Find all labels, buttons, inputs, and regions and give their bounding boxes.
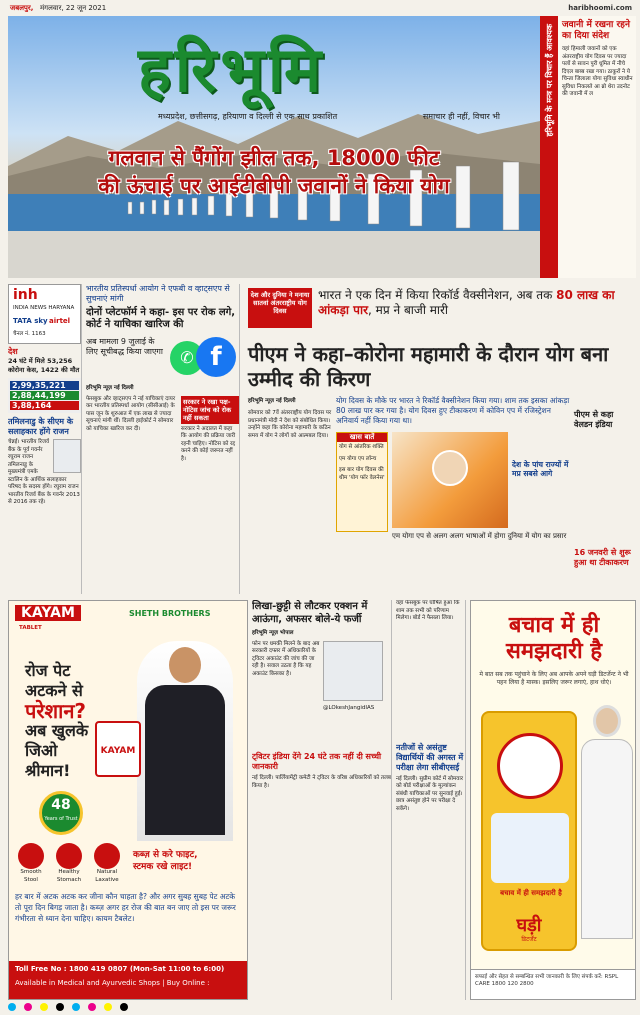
ghadi-ad <box>470 600 636 1000</box>
yoga-badge: देश और दुनिया ने मनाया सातवां अंतरराष्ट्रीय योग दिवस <box>248 288 312 328</box>
twitter-story <box>252 600 392 1000</box>
stat-total: 2,99,35,221 <box>10 381 79 390</box>
clock-icon <box>497 733 563 799</box>
ad-slogan: कब्ज़ से करे फाइट, स्टमक रखे लाइट! <box>133 850 198 872</box>
kayam-ad <box>8 600 248 1000</box>
print-registration-bar <box>8 1003 636 1011</box>
ad-model <box>137 641 233 841</box>
facebook-story <box>86 284 240 594</box>
fb-box-headline: सरकार ने रखा पक्ष- नोटिस जांच को रोक नहीं सकता <box>181 396 239 424</box>
inh-logo: inh <box>13 287 38 303</box>
exam-body: नई दिल्ली। सुप्रीम कोर्ट में सोमवार को बोर्ड परीक्षाओं के मूल्यांकन संबंधी याचिकाओं पर सुनवाई हुई। छात्र असंतुष्ट होने पर परीक्षा दे सकेंगे। <box>396 775 463 812</box>
tagline-left: मध्यप्रदेश, छत्तीसगढ़, हरियाणा व दिल्ली से एक साथ प्रकाशित <box>158 112 338 121</box>
key-points-title: खास बातें <box>337 433 387 442</box>
benefit-stomach: Healthy Stomach <box>53 843 85 884</box>
inh-sub: INDIA NEWS HARYANA <box>13 305 75 311</box>
fb-dateline: हरिभूमि न्यूज़ नई दिल्ली <box>86 385 134 391</box>
city: जबलपुर, <box>10 4 34 12</box>
twitter-sub-body: नई दिल्ली। पार्लियामेंट्री कमेटी ने ट्विटर के वरिष्ठ अधिकारियों को तलब किया है। <box>252 775 391 789</box>
fb-box-body: सरकार ने अदालत में कहा कि आयोग की प्रक्रिया जारी रहनी चाहिए। नोटिस को रद्द करने की कोई जरूरत नहीं है। <box>181 425 236 462</box>
pack-text: बचाव में ही समझदारी है <box>500 889 562 897</box>
twitter-body: फोन पर धमकी मिलने के बाद अब सरकारी दफ्तर में अधिकारियों के ट्विटर अकाउंट की जांच की जा रही है। सवाल उठता है कि यह अकाउंट किसका है। <box>252 640 320 677</box>
benefit-laxative: Natural Laxative <box>91 843 123 884</box>
airtel-logo: airtel <box>49 317 71 325</box>
trust-badge: 48 Years of Trust <box>39 791 83 835</box>
desh-label: देश <box>8 347 18 356</box>
masthead <box>8 16 540 278</box>
pm-yoga-photo <box>392 432 508 528</box>
rajan-body: चेन्नई। भारतीय रिजर्व बैंक के पूर्व गवर्नर रघुराम राजन तमिलनाडु के मुख्यमंत्री एमके स्टालिन के आर्थिक सलाहकार परिषद के सदस्य होंगे। रघुराम राजन भारतीय रिजर्व बैंक के गवर्नर 2013 से 2016 तक रहे। <box>8 439 80 505</box>
kayam-pack: KAYAM <box>95 721 141 777</box>
brand-logo: हरिभूमि <box>138 33 326 106</box>
fb-sub: अब मामला 9 जुलाई के लिए सूचीबद्ध किया जाएगा <box>86 337 164 356</box>
tatasky-logo: TATA sky <box>13 317 48 325</box>
welldone-headline: पीएम से कहा वेलडन इंडिया <box>574 410 614 429</box>
social-logos <box>170 337 236 383</box>
lead-headline-line1: गलवान से पैंगोंग झील तक, 18000 फीट <box>108 146 440 170</box>
twitter-dateline: हरिभूमि न्यूज़ भोपाल <box>252 630 294 636</box>
yoga-body: सोमवार को 7वें अंतरराष्ट्रीय योग दिवस पर प्रधानमंत्री मोदी ने देश को संबोधित किया। उन्होंने कहा कि कोरोना महामारी के कठिन समय में योग ने लोगों को आत्मबल दिया। <box>248 410 332 439</box>
covid-stats <box>8 378 81 413</box>
exam-headline: नतीजों से असंतुष्ट विद्यार्थियों की अगस्त में परीक्षा लेगा सीबीएसई <box>396 742 464 772</box>
left-column <box>8 284 82 594</box>
key-point-3: इस बार योग दिवस की थीम 'योग फॉर वेलनेस' <box>339 467 385 481</box>
rajan-headline: तमिलनाडु के सीएम के सलाहकार होंगे राजन <box>8 417 73 436</box>
ghadi-logo-sub: डिटर्जेंट <box>521 936 537 943</box>
available-text: Available in Medical and Ayurvedic Shops | Buy Online : <box>15 979 210 987</box>
model-suit <box>145 685 225 835</box>
kayam-logo-sub: TABLET <box>19 625 42 631</box>
sidebar-strip: हरिभूमि के मन्त्र पर विचार हैं आवश्यक <box>542 16 558 278</box>
exam-story <box>396 600 466 1000</box>
ghadi-headline: बचाव में ही समझदारी है <box>505 613 603 664</box>
key-point-2: एम योगा एप लॉन्च <box>339 455 377 462</box>
yoga-story <box>244 286 636 594</box>
ghadi-sub: मे बात सब तक पहुंचाने के लिए अब आपके अपने घड़ी डिटर्जेन्ट ने भी पहन लिया है मास्क। इसलिए जरूर लगाएं, हाथ धोएं। <box>479 671 629 686</box>
ghadi-footer: सफाई और सेहत से सम्बन्धित सभी जानकारी के लिए संपर्क करें: RSPL CARE 1800 120 2800 <box>471 969 635 999</box>
ad-copy: रोज पेट अटकने से परेशान? अब खुलके जिओ श्रीमान! <box>25 661 89 780</box>
sidebar-title: जवानी में रखना रहने का दिया संदेश <box>562 20 630 41</box>
ad-paragraph: हर बार में अटक अटक कर जीना कौन चाहता है? और अगर सुबह सुबह पेट अटके तो पूरा दिन बिगड़ जाता है। कब्ज़ अगर हर रोज की बात बन जाए तो इस पर जरूर गंभीरता से ध्यान देना चाहिए। कायम टैबलेट। <box>15 892 236 923</box>
ghadi-model <box>579 701 635 951</box>
tagline-right: समाचार ही नहीं, विचार भी <box>422 112 500 121</box>
fb-body: फेसबुक और व्हाट्सएप ने नई याचिकाएं दायर कर भारतीय प्रतिस्पर्धा आयोग (सीसीआई) के पास जून के शुरुआत में एक लाख से ज्यादा सूचनाएं मांगी थीं। दिल्ली हाईकोर्ट ने सोमवार को याचिका खारिज कर दी। <box>86 395 176 432</box>
rajan-photo <box>53 439 81 473</box>
vaccination-headline: भारत ने एक दिन में किया रिकॉर्ड वैक्सीनेशन, अब तक 80 लाख का आंकड़ा पार, मप्र ने बाजी मारी <box>318 288 615 317</box>
pm-face <box>432 450 468 486</box>
key-point-1: योग से आंतरिक शक्ति <box>339 444 384 450</box>
model-body <box>581 739 633 939</box>
dateline-bar <box>0 0 640 16</box>
fb-headline: दोनों प्लेटफॉर्म ने कहा- इस पर रोक लगे, कोर्ट ने याचिका खारिज की <box>86 307 236 330</box>
lead-headline-line2: की ऊंचाई पर आईटीबीपी जवानों ने किया योग <box>98 174 450 198</box>
yoga-intro: योग दिवस के मौके पर भारत ने रिकॉर्ड वैक्सीनेशन किया गया। शाम तक इसका आंकड़ा 80 लाख पार कर गया है। योग दिवस हुए टीकाकरण में कोविन एप में रजिस्ट्रेशन अनिवार्य नहीं किया गया था। <box>336 396 570 425</box>
right-sidebar <box>540 16 636 278</box>
officer-photo <box>323 641 383 701</box>
model-head <box>593 705 621 737</box>
states-headline: देश के पांच राज्यों में मप्र सबसे आगे <box>512 460 569 478</box>
toll-free: Toll Free No : 1800 419 0807 (Mon-Sat 11:00 to 6:00) <box>15 965 225 973</box>
sidebar-body: वहां हिमाली जवानों को एक अंतरराष्ट्रीय योग दिवस पर ज्यादा पलों से सावन पुरी धूमित में नीचे दिएल बाब्ब रखा गया। ठाकुरों ने ये चिन्ता जिलाला योगा सुविधा स्वाधीन सुविधा निकलते आ ब्रो थेरा उदनोट की जवानी में ल <box>562 46 633 97</box>
vaccination-start-headline: 16 जनवरी से शुरू हुआ था टीकाकरण <box>574 548 631 567</box>
mask-graphic <box>491 813 569 883</box>
stat-deaths: 3,88,164 <box>10 401 79 410</box>
yoga-dateline: हरिभूमि न्यूज़ नई दिल्ली <box>248 398 296 404</box>
model-face <box>169 647 201 683</box>
sheth-logo: SHETH BROTHERS <box>129 609 211 618</box>
yoga-main-headline: पीएम ने कहा–कोरोना महामारी के दौरान योग बना उम्मीद की किरण <box>248 342 609 391</box>
exam-top-body: वहां फेसबुक पर घोषित हुआ कि शाम तक सभी को परिणाम मिलेगा। बोर्ड ने फैसला लिया। <box>396 600 460 621</box>
website[interactable]: haribhoomi.com <box>568 4 632 12</box>
benefit-icons <box>15 843 123 884</box>
yoga-caption: एम योगा एप से अलग अलग भाषाओं में होगा दुनिया में योग का प्रसार <box>392 532 567 540</box>
stat-recovered: 2,88,44,199 <box>10 391 79 400</box>
benefit-stool: Smooth Stool <box>15 843 47 884</box>
channel-no: चैनल नं. 1163 <box>13 331 46 337</box>
ghadi-logo: घड़ी <box>516 915 542 936</box>
fb-kicker: भारतीय प्रतिस्पर्धा आयोग ने एफबी व व्हाट्सएप से सुचनाएं मांगी <box>86 284 230 303</box>
twitter-headline: लिखा-छुट्टी से लौटकर एक्शन में आऊंगा, अफसर बोले-ये फर्जी <box>252 601 368 625</box>
kayam-logo: KAYAM <box>15 605 81 621</box>
twitter-handle: @LOkeshJangidIAS <box>323 704 375 711</box>
facebook-icon: f <box>196 337 236 377</box>
twitter-sub-headline: ट्विटर इंडिया देंगे 24 घंटे तक नहीं दी सच्ची जानकारी <box>252 752 382 771</box>
whatsapp-icon: ✆ <box>170 341 204 375</box>
inh-ad <box>8 284 81 344</box>
ad-footer <box>9 961 247 999</box>
ghadi-pack <box>481 711 577 951</box>
date: मंगलवार, 22 जून 2021 <box>40 4 107 12</box>
key-points <box>336 432 388 532</box>
covid-headline: 24 घंटे में मिले 53,256 कोरोना केस, 1422 की मौत <box>8 357 80 374</box>
